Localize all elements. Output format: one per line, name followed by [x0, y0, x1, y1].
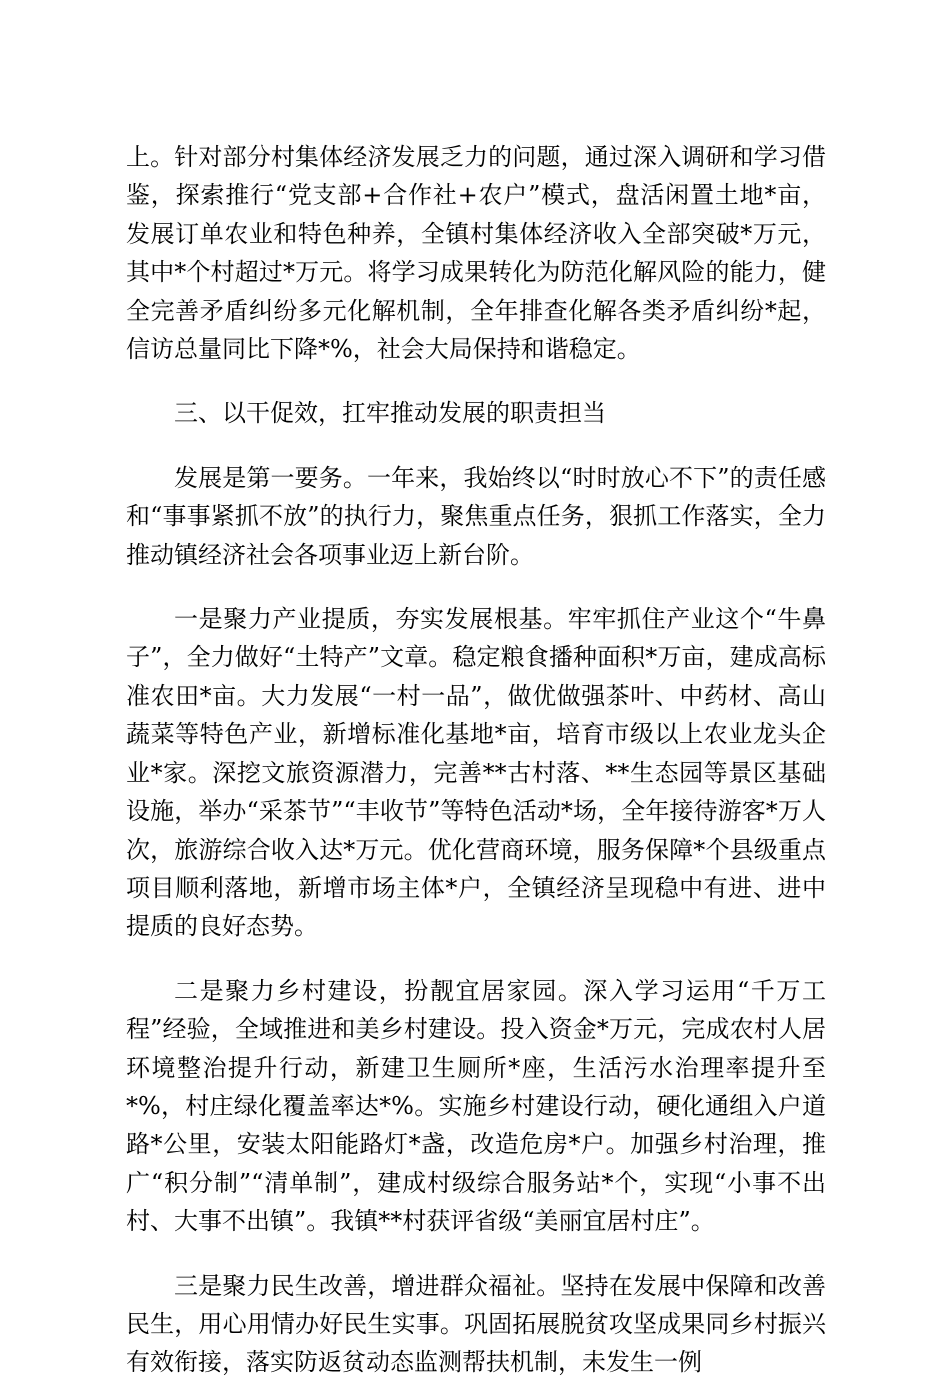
point-1-paragraph: 一是聚力产业提质，夯实发展根基。牢牢抓住产业这个“牛鼻子”，全力做好“土特产”文章。稳定粮食播种面积*万亩，建成高标准农田*亩。大力发展“一村一品”，做优做强茶叶、中药材、高山蔬菜等特色产业，新增标准化基地*亩，培育市级以上农业龙头企业*家。深挖文旅资源潜力，完善**古村落、**生态园等景区基础设施，举办“采茶节”“丰收节”等特色活动*场，全年接待游客*万人次，旅游综合收入达*万元。优化营商环境，服务保障*个县级重点项目顺利落地，新增市场主体*户，全镇经济呈现稳中有进、进中提质的良好态势。 [126, 605, 826, 941]
continuation-paragraph: 上。针对部分村集体经济发展乏力的问题，通过深入调研和学习借鉴，探索推行“党支部+合作社+农户”模式，盘活闲置土地*亩，发展订单农业和特色种养，全镇村集体经济收入全部突破*万元，其中*个村超过*万元。将学习成果转化为防范化解风险的能力，健全完善矛盾纠纷多元化解机制，全年排查化解各类矛盾纠纷*起，信访总量同比下降*%，社会大局保持和谐稳定。 [126, 143, 826, 364]
point-3-paragraph: 三是聚力民生改善，增进群众福祉。坚持在发展中保障和改善民生，用心用情办好民生实事。巩固拓展脱贫攻坚成果同乡村振兴有效衔接，落实防返贫动态监测帮扶机制，未发生一例 [126, 1271, 826, 1377]
document-body [126, 138, 826, 1382]
intro-paragraph: 发展是第一要务。一年来，我始终以“时时放心不下”的责任感和“事事紧抓不放”的执行力，聚焦重点任务，狠抓工作落实，全力推动镇经济社会各项事业迈上新台阶。 [126, 463, 826, 569]
point-2-paragraph: 二是聚力乡村建设，扮靓宜居家园。深入学习运用“千万工程”经验，全域推进和美乡村建设。投入资金*万元，完成农村人居环境整治提升行动，新建卫生厕所*座，生活污水治理率提升至*%，村庄绿化覆盖率达*%。实施乡村建设行动，硬化通组入户道路*公里，安装太阳能路灯*盏，改造危房*户。加强乡村治理，推广“积分制”“清单制”，建成村级综合服务站*个，实现“小事不出村、大事不出镇”。我镇**村获评省级“美丽宜居村庄”。 [126, 976, 826, 1236]
section-heading-3: 三、以干促效，扛牢推动发展的职责担当 [174, 399, 606, 428]
